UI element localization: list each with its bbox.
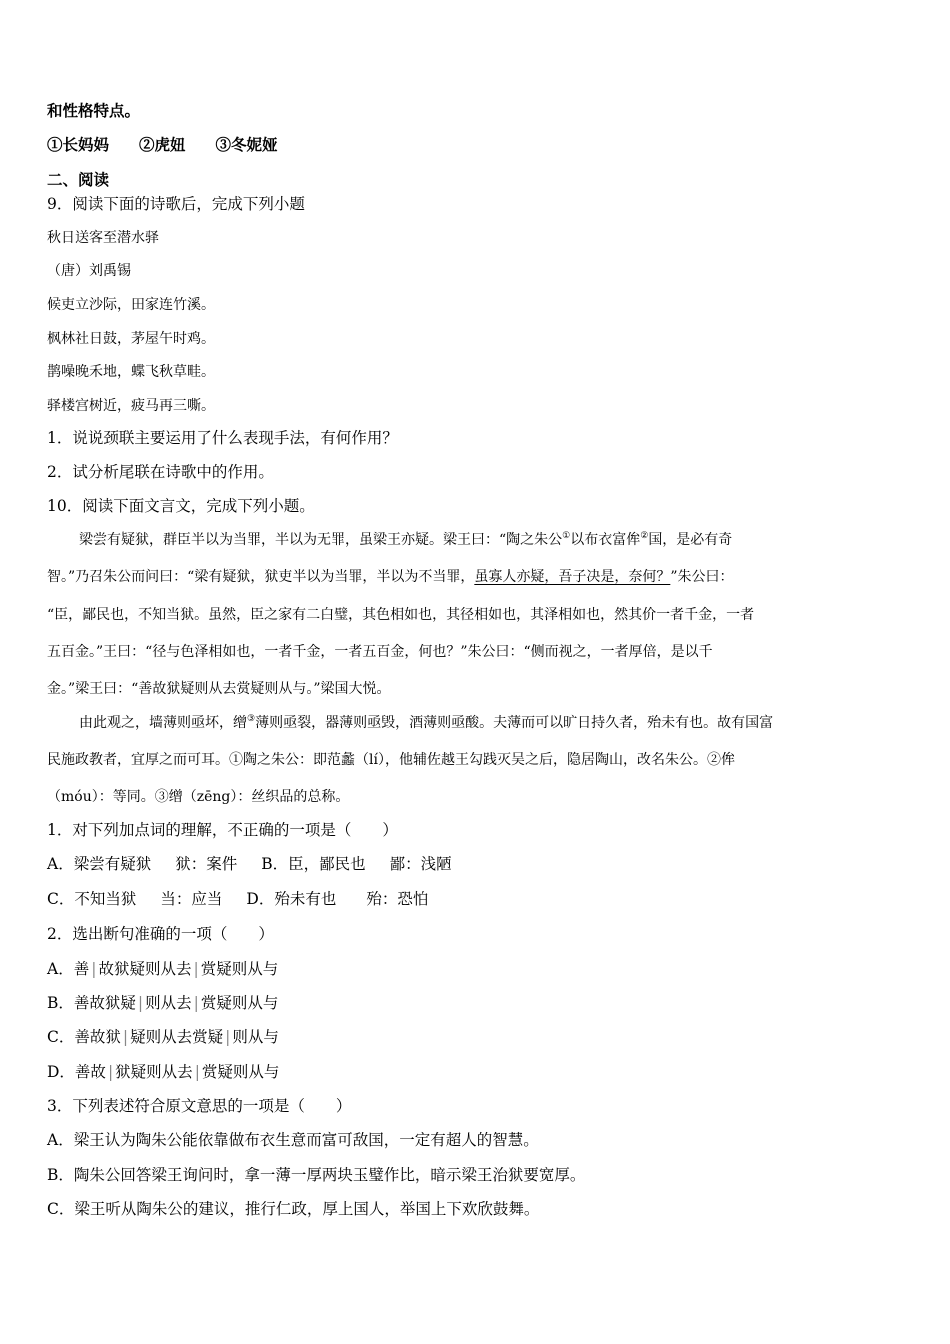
footnote-mark: ② <box>640 531 649 541</box>
poem-line: 鹊噪晚禾地，蝶飞秋草畦。 <box>47 364 215 380</box>
sub3-option-a: A．梁王认为陶朱公能依靠做布衣生意而富可敌国，一定有超人的智慧。 <box>47 1131 539 1149</box>
sub3-option-c: C．梁王听从陶朱公的建议，推行仁政，厚上国人，举国上下欢欣鼓舞。 <box>47 1200 540 1218</box>
divider: | <box>225 1028 231 1046</box>
passage-text: ”朱公曰： <box>670 569 734 585</box>
passage-text: 智。”乃召朱公而问曰：“梁有疑狱，狱吏半以为当罪，半以为不当罪， <box>47 569 475 585</box>
gloss: 当：应当 <box>160 890 223 908</box>
sub3-stem: 3．下列表述符合原文意思的一项是（ ） <box>47 1097 352 1115</box>
poem-line: 枫林社日鼓，茅屋午时鸡。 <box>47 331 215 347</box>
option-2: ②虎妞 <box>139 135 186 154</box>
passage-line <box>47 566 734 588</box>
sub2-stem: 2．选出断句准确的一项（ ） <box>47 925 274 943</box>
sub1-options-ab <box>47 853 452 875</box>
passage-line: 五百金。”王曰：“径与色泽相如也，一者千金，一者五百金，何也？”朱公曰：“侧而视之，一者厚倍，是以千 <box>47 644 713 660</box>
segment: 赏疑则从与 <box>201 1063 280 1081</box>
sub2-option-a <box>47 958 278 980</box>
option-c: C．不知当狱 <box>47 890 137 908</box>
poem-line: 候吏立沙际，田家连竹溪。 <box>47 297 215 313</box>
passage-line: 民施政教者，宜厚之而可耳。①陶之朱公：即范蠡（lí），他辅佐越王勾践灭吴之后，隐居陶山，改名朱公。②侔 <box>47 752 735 768</box>
poem-title: 秋日送客至潜水驿 <box>47 230 159 246</box>
passage-text: 梁尝有疑狱，群臣半以为当罪，半以为无罪，虽梁王亦疑。梁王曰：“陶之朱公 <box>79 532 563 548</box>
sub2-option-c <box>47 1026 279 1048</box>
segment: 赏疑则从与 <box>200 994 279 1012</box>
q9-stem: 9．阅读下面的诗歌后，完成下列小题 <box>47 195 305 213</box>
sub2-option-d <box>47 1061 279 1083</box>
underlined-sentence: 虽寡人亦疑，吾子决是，奈何？ <box>474 569 671 585</box>
segment: 赏疑则从与 <box>200 960 279 978</box>
segment: 狱疑则从去 <box>115 1063 193 1081</box>
segment: 则从去 <box>145 994 192 1012</box>
divider: | <box>122 1028 129 1046</box>
q10-stem: 10．阅读下面文言文，完成下列小题。 <box>47 497 315 515</box>
section-heading: 二、阅读 <box>47 170 110 189</box>
option-3: ③冬妮娅 <box>215 135 278 154</box>
segment: D．善故 <box>47 1063 106 1081</box>
segment: 故狱疑则从去 <box>98 960 192 978</box>
passage-line: （móu）：等同。③缯（zēng）：丝织品的总称。 <box>47 789 350 805</box>
option-d: D．殆未有也 <box>246 890 337 908</box>
passage-line: 金。”梁王曰：“善故狱疑则从去赏疑则从与。”梁国大悦。 <box>47 681 391 697</box>
segment: C．善故狱 <box>47 1028 121 1046</box>
footnote-mark: ③ <box>247 714 256 724</box>
q9-question-2: 2．试分析尾联在诗歌中的作用。 <box>47 463 274 481</box>
q9-question-1: 1．说说颈联主要运用了什么表现手法，有何作用？ <box>47 429 398 447</box>
segment: B．善故狱疑 <box>47 994 136 1012</box>
poem-line: 驿楼宫树近，疲马再三嘶。 <box>47 398 215 414</box>
divider: | <box>193 994 199 1012</box>
gloss: 殆：恐怕 <box>366 890 429 908</box>
segment: A．善 <box>47 960 90 978</box>
gloss: 狱：案件 <box>175 855 238 873</box>
passage-line <box>79 712 773 734</box>
option-1: ①长妈妈 <box>47 135 110 154</box>
option-b: B．臣，鄙民也 <box>261 855 366 873</box>
segment: 则从与 <box>232 1028 279 1046</box>
sub2-option-b <box>47 992 278 1014</box>
character-options <box>47 134 278 156</box>
option-a: A．梁尝有疑狱 <box>47 855 152 873</box>
passage-text: 由此观之，墙薄则亟坏，缯 <box>79 715 247 731</box>
divider: | <box>137 994 144 1012</box>
continued-text: 和性格特点。 <box>47 101 141 120</box>
footnote-mark: ① <box>562 531 571 541</box>
sub3-option-b: B．陶朱公回答梁王询问时，拿一薄一厚两块玉璧作比，暗示梁王治狱要宽厚。 <box>47 1166 586 1184</box>
sub1-stem: 1．对下列加点词的理解，不正确的一项是（ ） <box>47 821 398 839</box>
divider: | <box>194 1063 200 1081</box>
passage-text: 薄则亟裂，器薄则亟毁，酒薄则亟酸。夫薄而可以旷日持久者，殆未有也。故有国富 <box>255 715 774 731</box>
divider: | <box>107 1063 114 1081</box>
poem-author: （唐）刘禹锡 <box>47 263 131 279</box>
divider: | <box>91 960 97 978</box>
passage-text: 国，是必有奇 <box>648 532 733 548</box>
gloss: 鄙：浅陋 <box>389 855 452 873</box>
passage-text: 以布衣富侔 <box>570 532 641 548</box>
passage-line: “臣，鄙民也，不知当狱。虽然，臣之家有二白璧，其色相如也，其径相如也，其泽相如也，然其价一者千金，一者 <box>47 607 755 623</box>
divider: | <box>193 960 199 978</box>
passage-line <box>79 529 732 551</box>
segment: 疑则从去赏疑 <box>130 1028 224 1046</box>
sub1-options-cd <box>47 888 428 910</box>
